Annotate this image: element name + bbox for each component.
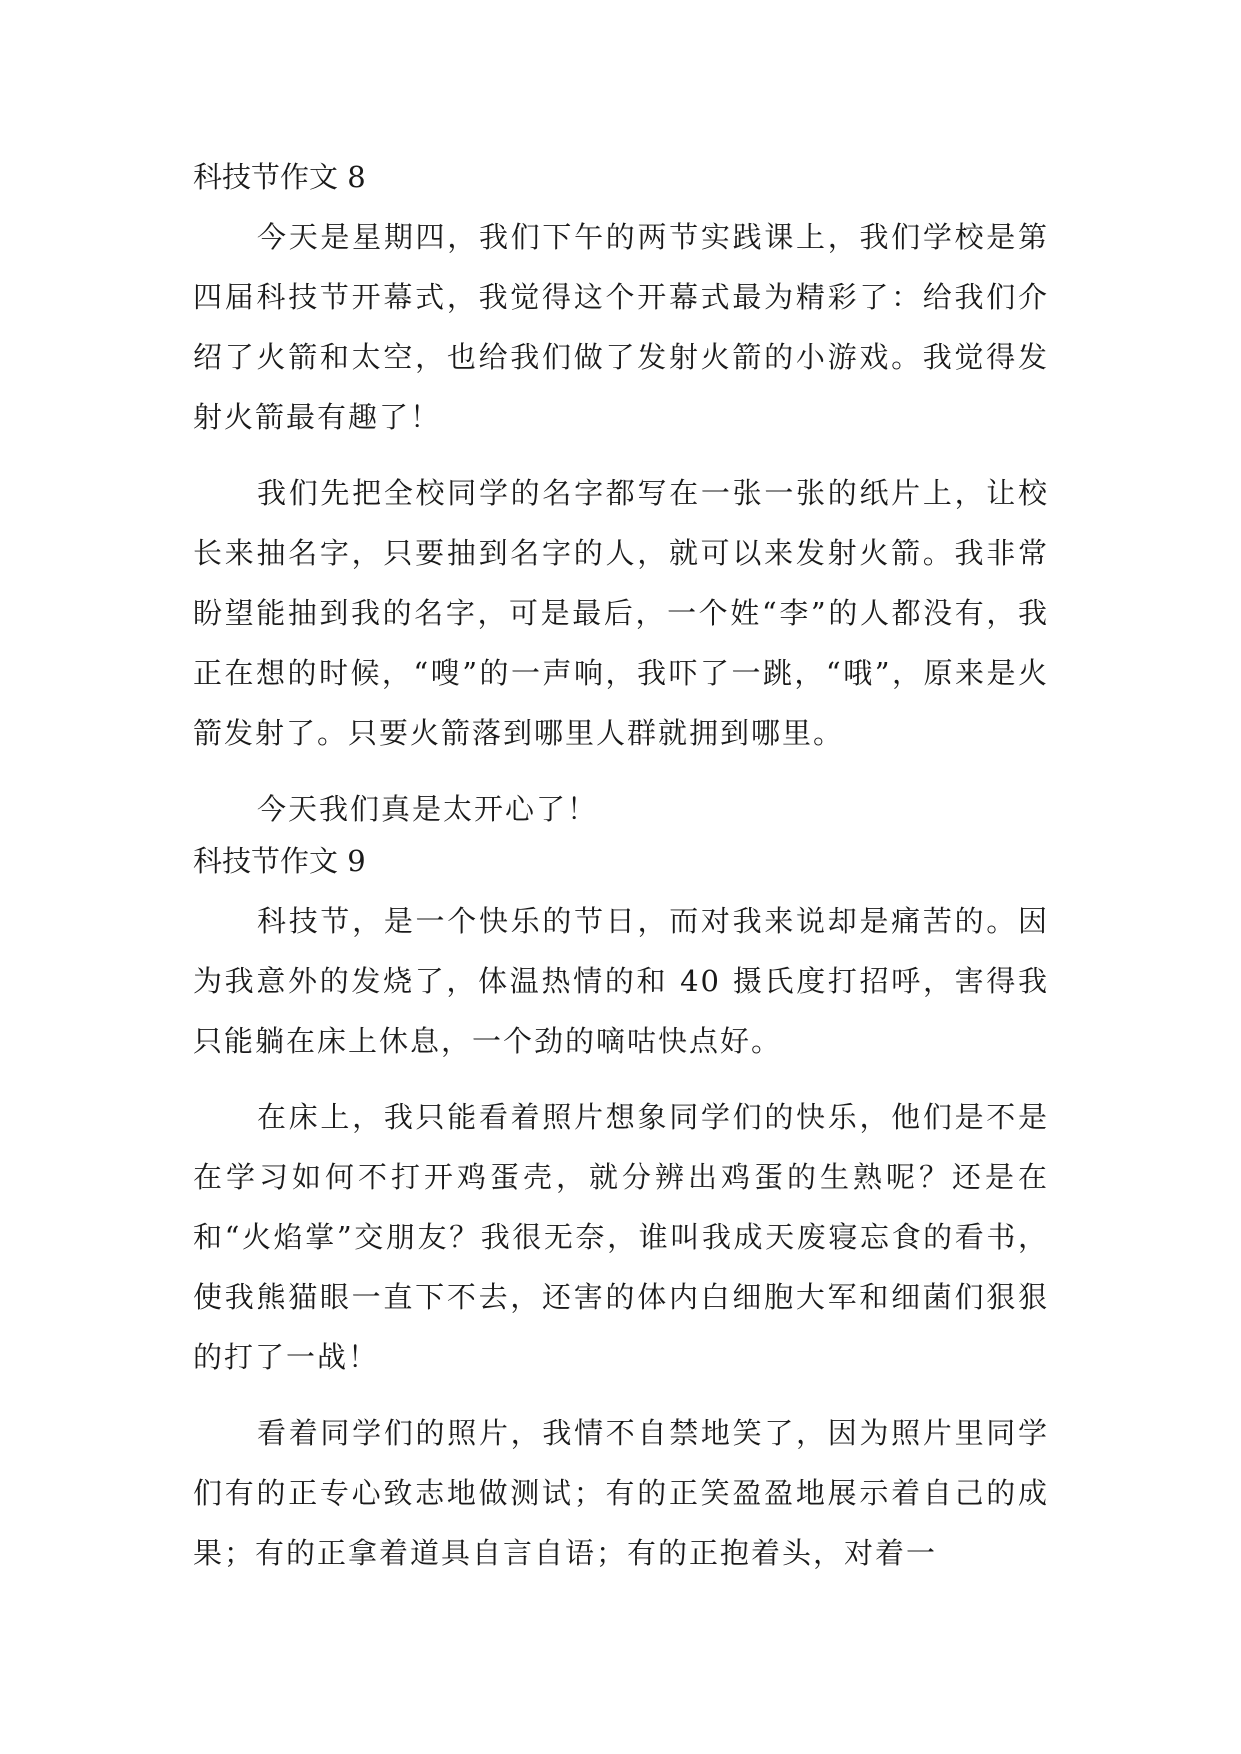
section-title: 科技节作文 8	[193, 160, 366, 194]
paragraph: 看着同学们的照片，我情不自禁地笑了，因为照片里同学们有的正专心致志地做测试；有的正笑盈盈地展示着自己的成果；有的正拿着道具自言自语；有的正抱着头，对着一	[193, 1416, 1049, 1570]
paragraph: 今天是星期四，我们下午的两节实践课上，我们学校是第四届科技节开幕式，我觉得这个开幕式最为精彩了：给我们介绍了火箭和太空，也给我们做了发射火箭的小游戏。我觉得发射火箭最有趣了！	[193, 220, 1049, 434]
section-title: 科技节作文 9	[193, 844, 366, 878]
paragraph: 我们先把全校同学的名字都写在一张一张的纸片上，让校长来抽名字，只要抽到名字的人，就可以来发射火箭。我非常盼望能抽到我的名字，可是最后，一个姓“李”的人都没有，我正在想的时候，“嗖”的一声响，我吓了一跳，“哦”，原来是火箭发射了。只要火箭落到哪里人群就拥到哪里。	[193, 476, 1049, 750]
paragraph: 在床上，我只能看着照片想象同学们的快乐，他们是不是在学习如何不打开鸡蛋壳，就分辨出鸡蛋的生熟呢？还是在和“火焰掌”交朋友？我很无奈，谁叫我成天废寝忘食的看书，使我熊猫眼一直下不去，还害的体内白细胞大军和细菌们狠狠的打了一战！	[193, 1100, 1049, 1374]
document-page	[193, 155, 1049, 1583]
paragraph: 科技节，是一个快乐的节日，而对我来说却是痛苦的。因为我意外的发烧了，体温热情的和 40 摄氏度打招呼，害得我只能躺在床上休息，一个劲的嘀咕快点好。	[193, 904, 1049, 1058]
paragraph: 今天我们真是太开心了！	[257, 792, 599, 826]
